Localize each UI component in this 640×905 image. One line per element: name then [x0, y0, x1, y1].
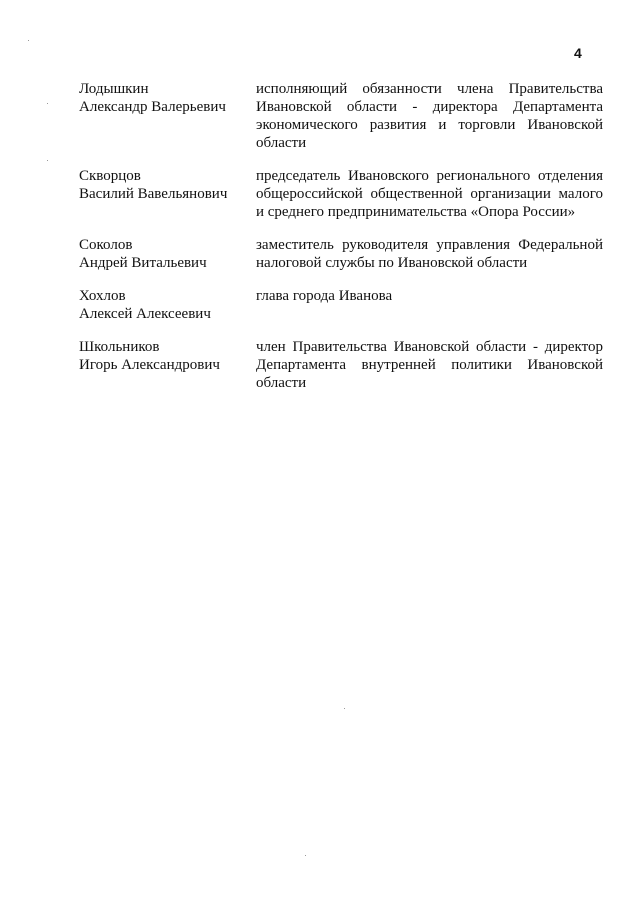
member-entry [79, 167, 603, 221]
position-line: член Правительства Ивановской области - директор [256, 339, 603, 355]
member-surname: Соколов [79, 237, 133, 253]
position-line: заместитель руководителя управления Федеральной [256, 237, 603, 253]
member-position [256, 80, 603, 152]
position-line: общероссийской общественной организации малого [256, 186, 603, 202]
member-given: Игорь Александрович [79, 357, 220, 373]
position-line: исполняющий обязанности члена Правительства [256, 81, 603, 97]
position-line: области [256, 375, 307, 391]
member-name [79, 167, 256, 203]
member-given: Алексей Алексеевич [79, 306, 211, 322]
member-entry [79, 287, 603, 323]
member-surname: Школьников [79, 339, 160, 355]
scan-speck [47, 103, 48, 104]
scan-speck [47, 160, 48, 161]
member-surname: Лодышкин [79, 81, 149, 97]
position-line: глава города Иванова [256, 288, 393, 304]
position-line: Департамента внутренней политики Ивановской [256, 357, 603, 373]
position-line: и среднего предпринимательства «Опора России» [256, 204, 576, 220]
member-given: Василий Вавельянович [79, 186, 228, 202]
member-entry [79, 338, 603, 392]
member-position [256, 167, 603, 221]
position-line: экономического развития и торговли Ивановской [256, 117, 603, 133]
member-surname: Хохлов [79, 288, 126, 304]
member-given: Андрей Витальевич [79, 255, 207, 271]
position-line: области [256, 135, 307, 151]
member-given: Александр Валерьевич [79, 99, 226, 115]
member-position [256, 338, 603, 392]
members-list [79, 80, 603, 407]
member-entry [79, 80, 603, 152]
member-name [79, 80, 256, 116]
position-line: налоговой службы по Ивановской области [256, 255, 528, 271]
scan-speck [305, 855, 306, 856]
position-line: Ивановской области - директора Департамента [256, 99, 603, 115]
member-name [79, 338, 256, 374]
page-number: 4 [574, 45, 582, 61]
member-surname: Скворцов [79, 168, 141, 184]
position-line: председатель Ивановского регионального отделения [256, 168, 603, 184]
member-position [256, 236, 603, 272]
scan-speck [28, 40, 29, 41]
member-name [79, 287, 256, 323]
member-name [79, 236, 256, 272]
member-position [256, 287, 603, 305]
member-entry [79, 236, 603, 272]
scan-speck [344, 708, 345, 709]
